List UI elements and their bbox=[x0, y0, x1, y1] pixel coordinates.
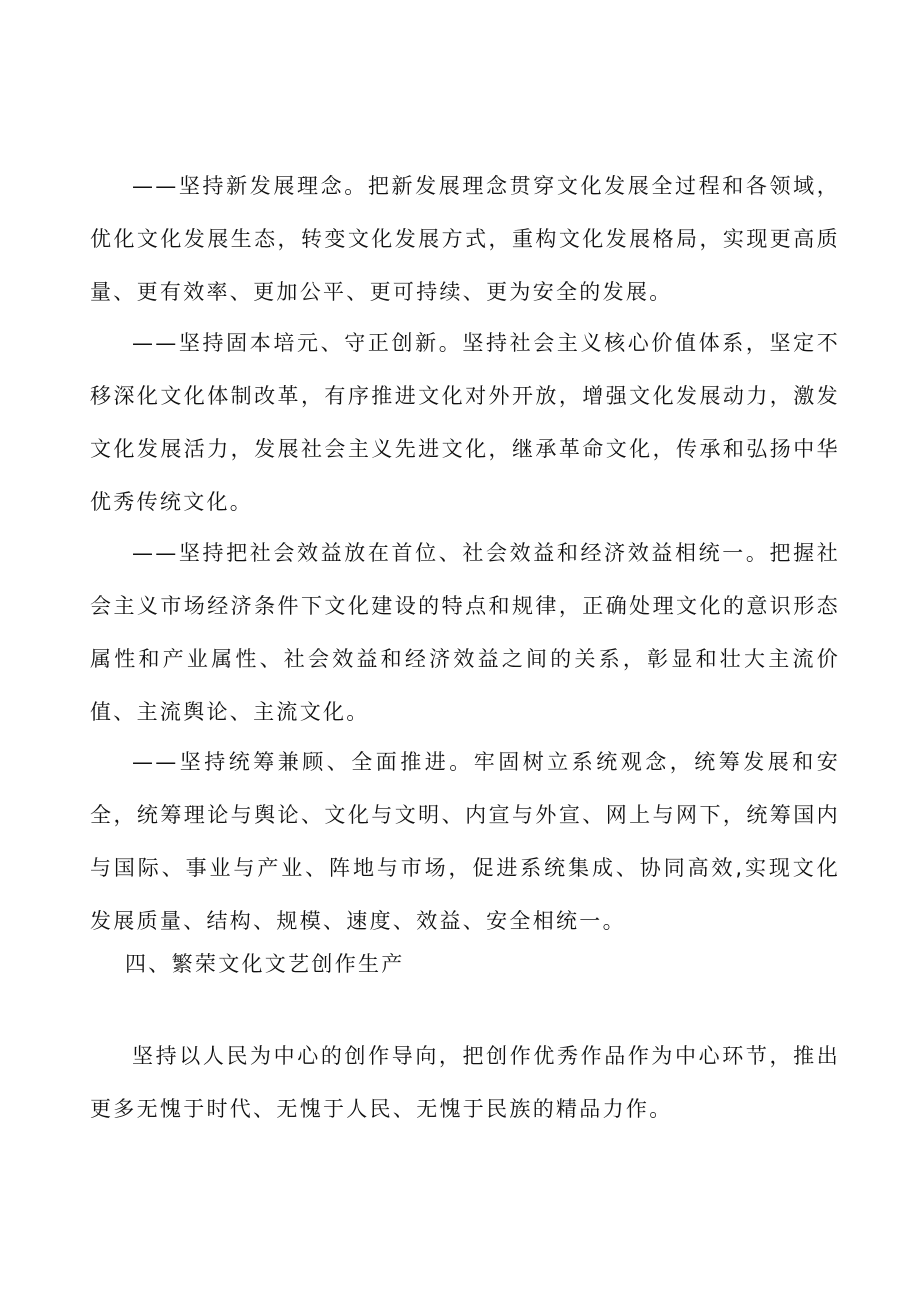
paragraph-new-development-concept: ——坚持新发展理念。把新发展理念贯穿文化发展全过程和各领域，优化文化发展生态，转变文化发展方式，重构文化发展格局，实现更高质量、更有效率、更加公平、更可持续、更为安全的发展。 bbox=[90, 174, 840, 304]
section-heading: 四、繁荣文化文艺创作生产 bbox=[125, 952, 405, 976]
paragraph-social-benefit: ——坚持把社会效益放在首位、社会效益和经济效益相统一。把握社会主义市场经济条件下文化建设的特点和规律，正确处理文化的意识形态属性和产业属性、社会效益和经济效益之间的关系，彰显和壮大主流价值、主流舆论、主流文化。 bbox=[90, 541, 840, 724]
paragraph-overall-planning: ——坚持统筹兼顾、全面推进。牢固树立系统观念，统筹发展和安全，统筹理论与舆论、文化与文明、内宣与外宣、网上与网下，统筹国内与国际、事业与产业、阵地与市场，促进系统集成、协同高效,实现文化发展质量、结构、规模、速度、效益、安全相统一。 bbox=[90, 750, 840, 933]
paragraph-innovation: ——坚持固本培元、守正创新。坚持社会主义核心价值体系，坚定不移深化文化体制改革，有序推进文化对外开放，增强文化发展动力，激发文化发展活力，发展社会主义先进文化，继承革命文化，传承和弘扬中华优秀传统文化。 bbox=[90, 331, 840, 514]
section-paragraph: 坚持以人民为中心的创作导向，把创作优秀作品作为中心环节，推出更多无愧于时代、无愧于人民、无愧于民族的精品力作。 bbox=[90, 1044, 840, 1121]
